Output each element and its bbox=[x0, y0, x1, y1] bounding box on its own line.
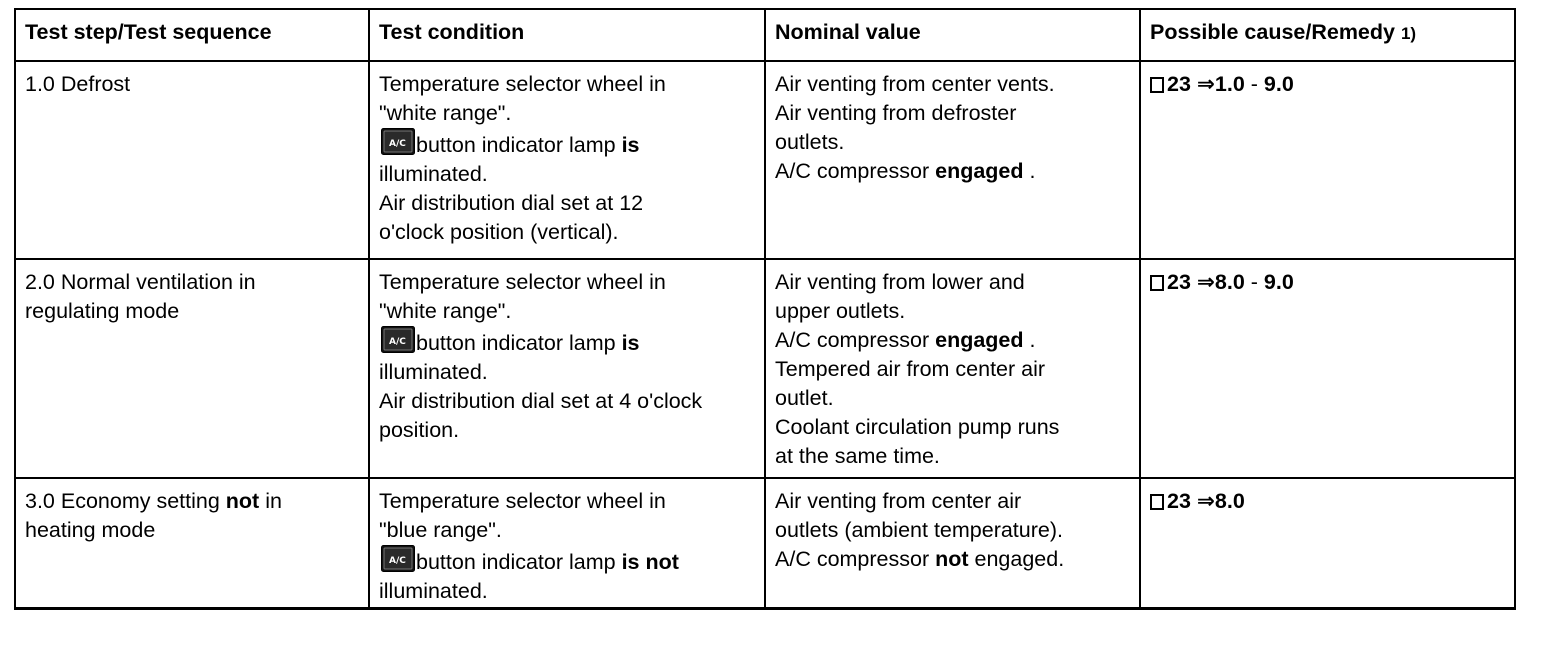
square-box-icon bbox=[1150, 275, 1164, 291]
test-procedure-table bbox=[14, 8, 1516, 610]
arrow-icon: ⇒ bbox=[1196, 72, 1215, 96]
footnote-marker: 1) bbox=[1400, 24, 1417, 43]
cell-test-step: 3.0 Economy setting not in heating mode bbox=[15, 478, 369, 609]
table-row bbox=[15, 478, 1515, 609]
svg-text:A/C: A/C bbox=[389, 556, 406, 566]
remedy-reference-link[interactable]: 23 ⇒8.0 bbox=[1150, 487, 1506, 516]
table-row bbox=[15, 259, 1515, 478]
cell-test-step: 2.0 Normal ventilation in regulating mode bbox=[15, 259, 369, 478]
cell-nominal-value: Air venting from center air outlets (ambient temperature). A/C compressor not engaged. bbox=[765, 478, 1140, 609]
header-test-condition: Test condition bbox=[369, 9, 765, 61]
cell-test-condition: Temperature selector wheel in "white range". A/C button indicator lamp is illuminated. Air distribution dial set at 4 o'clock position. bbox=[369, 259, 765, 478]
cell-possible-cause bbox=[1140, 259, 1515, 478]
header-nominal-value: Nominal value bbox=[765, 9, 1140, 61]
cell-nominal-value: Air venting from lower and upper outlets. A/C compressor engaged . Tempered air from center air outlet. Coolant circulation pump runs at the same time. bbox=[765, 259, 1140, 478]
ac-button-icon bbox=[381, 326, 415, 353]
table-header-row bbox=[15, 9, 1515, 61]
remedy-reference-link[interactable]: 23 ⇒1.0 - 9.0 bbox=[1150, 70, 1506, 99]
square-box-icon bbox=[1150, 494, 1164, 510]
cell-possible-cause bbox=[1140, 478, 1515, 609]
arrow-icon: ⇒ bbox=[1196, 270, 1215, 294]
square-box-icon bbox=[1150, 77, 1164, 93]
table-row bbox=[15, 61, 1515, 259]
cell-test-condition: Temperature selector wheel in "blue range". A/C button indicator lamp is not illuminated. bbox=[369, 478, 765, 609]
arrow-icon: ⇒ bbox=[1196, 489, 1215, 513]
cell-nominal-value: Air venting from center vents. Air venting from defroster outlets. A/C compressor engaged . bbox=[765, 61, 1140, 259]
ac-button-icon bbox=[381, 128, 415, 155]
svg-text:A/C: A/C bbox=[389, 337, 406, 347]
remedy-reference-link[interactable]: 23 ⇒8.0 - 9.0 bbox=[1150, 268, 1506, 297]
cell-possible-cause bbox=[1140, 61, 1515, 259]
cell-test-step: 1.0 Defrost bbox=[15, 61, 369, 259]
ac-button-icon bbox=[381, 545, 415, 572]
header-test-step: Test step/Test sequence bbox=[15, 9, 369, 61]
cell-test-condition: Temperature selector wheel in "white range". A/C button indicator lamp is illuminated. Air distribution dial set at 12 o'clock position (vertical). bbox=[369, 61, 765, 259]
svg-text:A/C: A/C bbox=[389, 139, 406, 149]
header-possible-cause: Possible cause/Remedy 1) bbox=[1140, 9, 1515, 61]
